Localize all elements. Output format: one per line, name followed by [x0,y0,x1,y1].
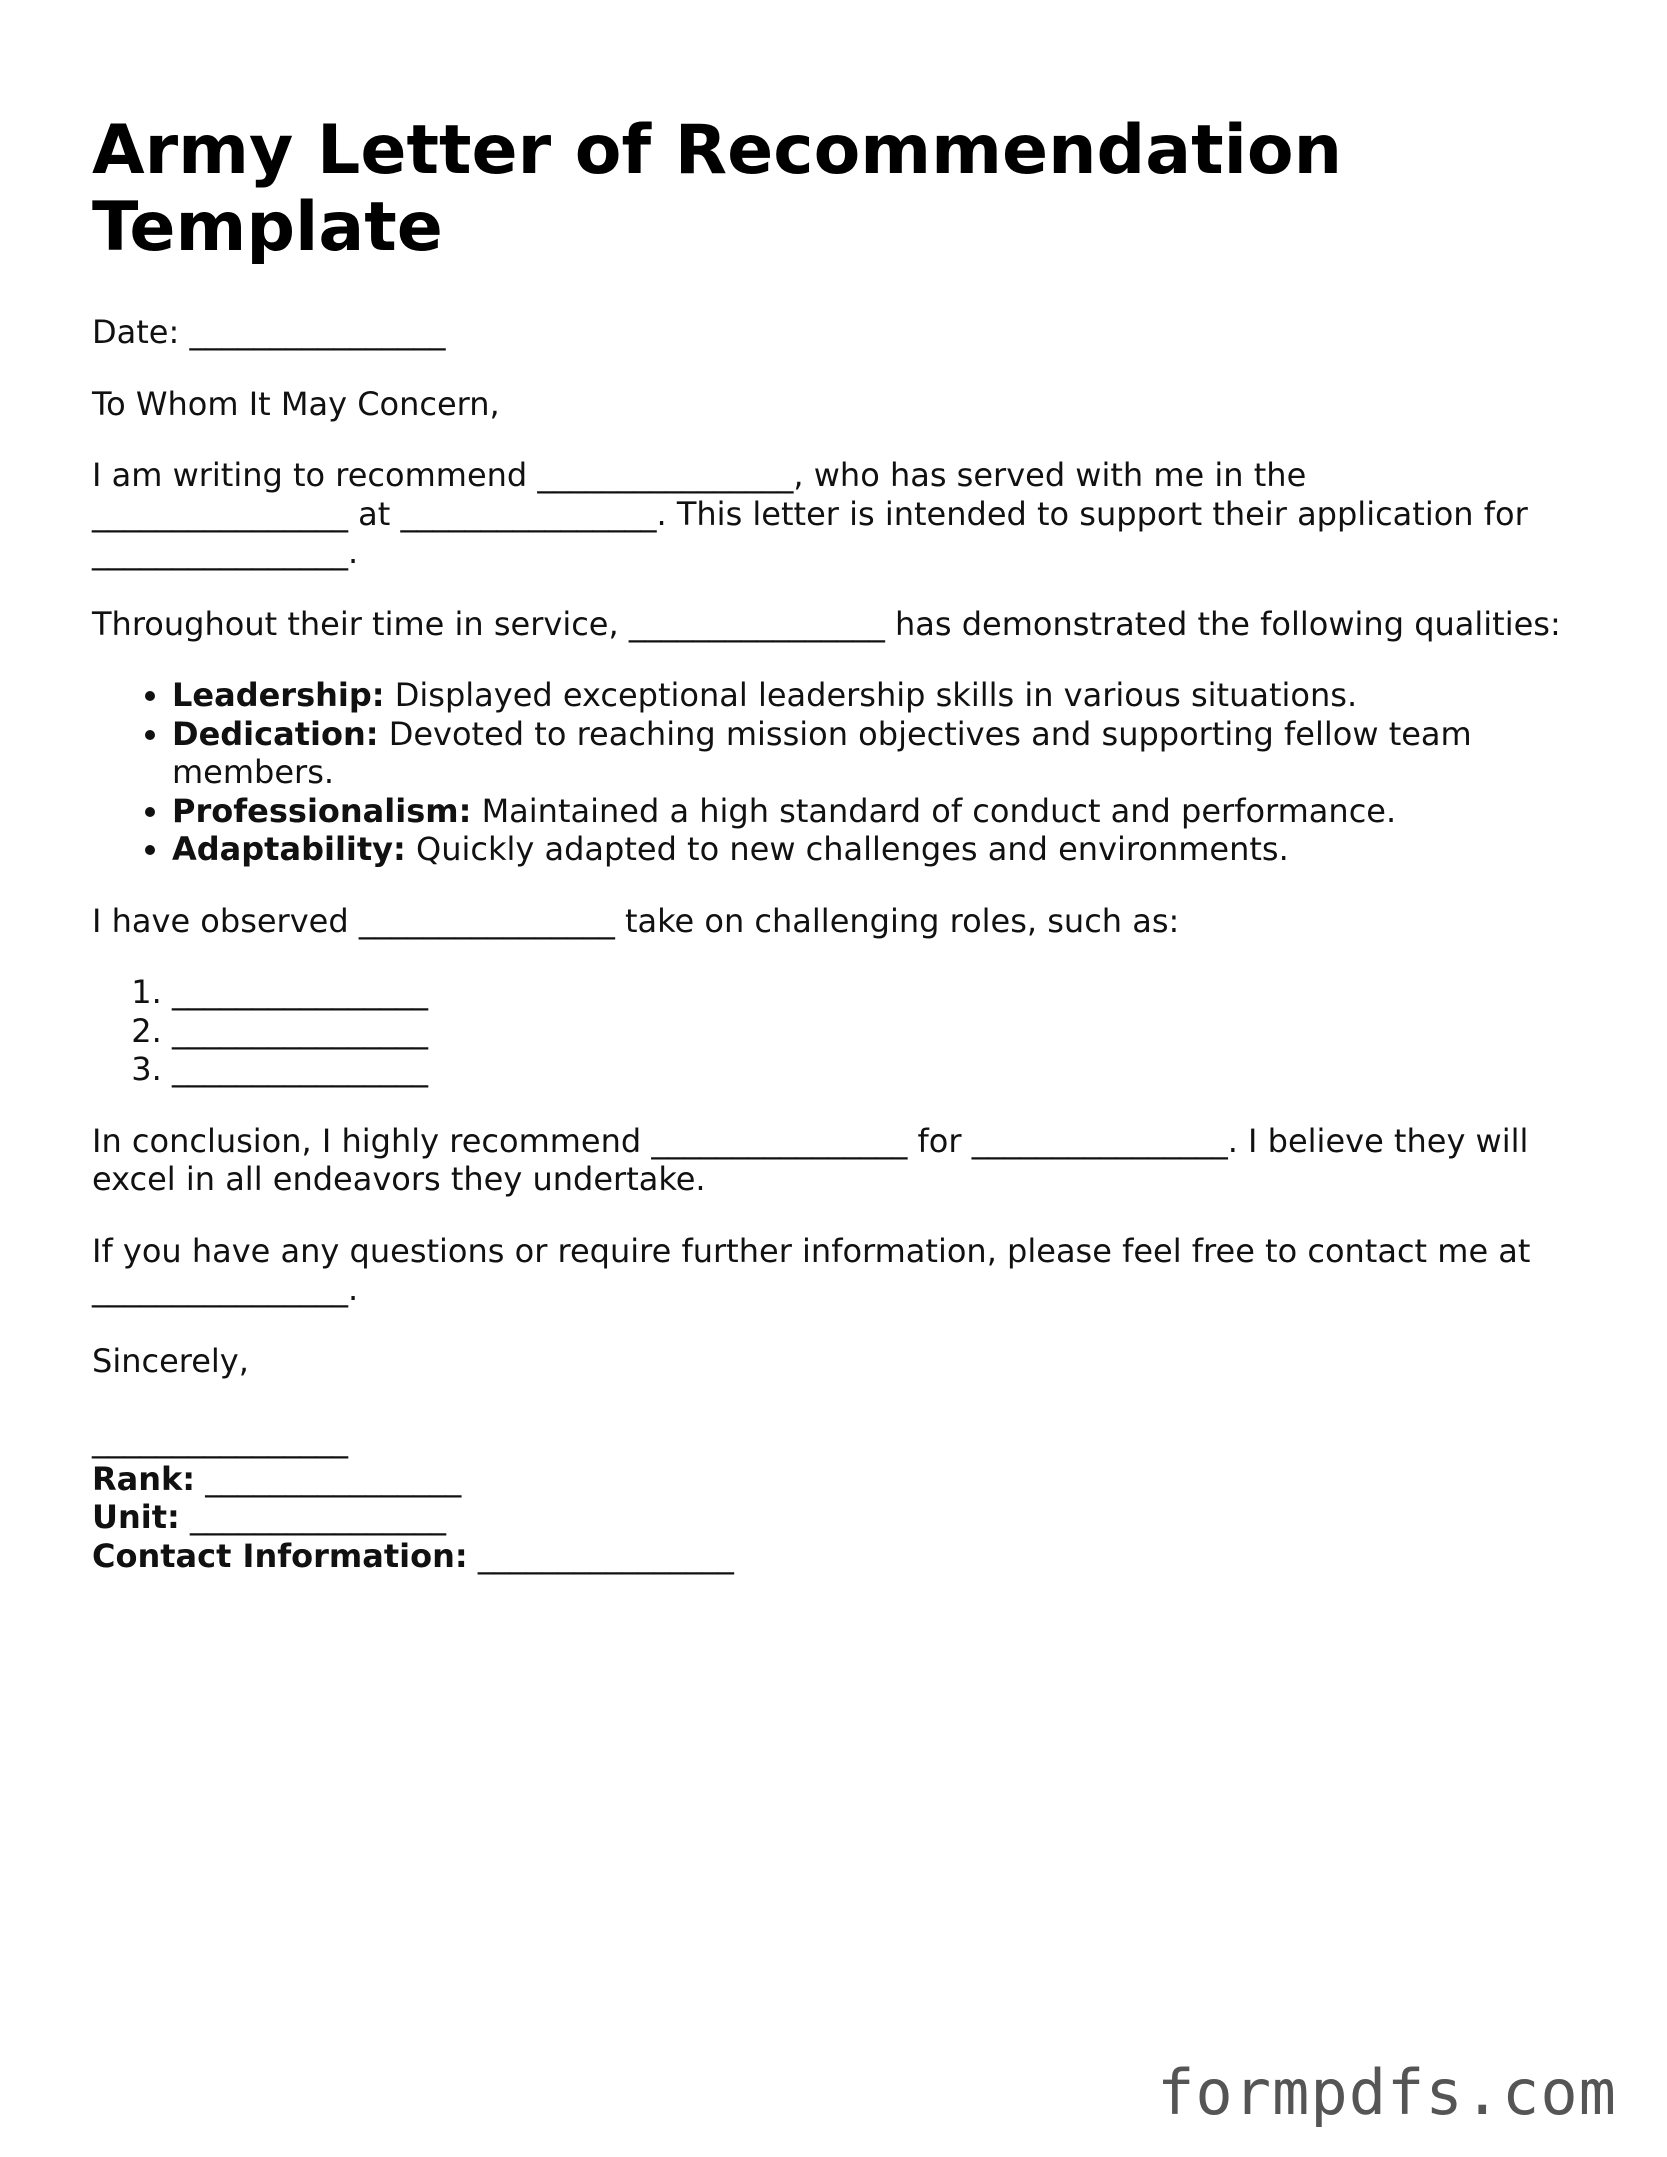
quality-item-dedication [172,715,1572,792]
salutation: To Whom It May Concern, [92,384,500,423]
quality-text: Devoted to reaching mission objectives and supporting fellow team members. [172,714,1472,791]
unit-label: Unit: [92,1498,180,1536]
closing: Sincerely, [92,1341,249,1380]
role-item: 3. ________________ [172,1050,1572,1089]
rank-label: Rank: [92,1459,196,1498]
quality-text: Displayed exceptional leadership skills in various situations. [384,676,1358,714]
quality-text: Maintained a high standard of conduct and performance. [471,791,1397,830]
quality-label: Leadership: [172,676,385,714]
quality-label: Adaptability: [172,830,406,868]
rank-value: ________________ [195,1459,462,1498]
signature-contact [92,1537,1572,1576]
quality-text: Quickly adapted to new challenges and environments. [405,830,1289,868]
contact-paragraph: If you have any questions or require further information, please feel free to contact me at ________________. [92,1231,1531,1308]
page-title: Army Letter of Recommendation Template [92,111,1343,267]
signature-unit [92,1498,1572,1537]
roles-list [92,973,1572,1089]
contact-label: Contact Information: [92,1536,468,1575]
letter-document [92,112,1572,1575]
role-item: 1. ________________ [172,973,1572,1012]
contact-value: ________________ [467,1536,734,1575]
qualities-intro: Throughout their time in service, ________________ has demonstrated the following qualities: [92,604,1561,643]
signature-block [92,1421,1572,1575]
date-line: Date: ________________ [92,313,446,351]
quality-label: Professionalism: [172,791,472,830]
watermark: formpdfs.com [1157,2056,1617,2129]
quality-item-professionalism [172,792,1572,831]
quality-item-leadership [172,676,1572,715]
quality-item-adaptability [172,830,1572,869]
role-item: 2. ________________ [172,1012,1572,1051]
unit-value: ________________ [179,1498,446,1536]
qualities-list [92,676,1572,869]
quality-label: Dedication: [172,714,379,753]
signature-rank [92,1460,1572,1499]
conclusion-paragraph: In conclusion, I highly recommend ________________ for ________________. I believe they will excel in all endeavors they undertake. [92,1121,1529,1198]
intro-paragraph: I am writing to recommend ________________, who has served with me in the ________________ at ________________. This letter is intended to support their application for ________________. [92,456,1528,571]
signature-name-line: ________________ [92,1421,348,1459]
roles-intro: I have observed ________________ take on challenging roles, such as: [92,901,1180,940]
